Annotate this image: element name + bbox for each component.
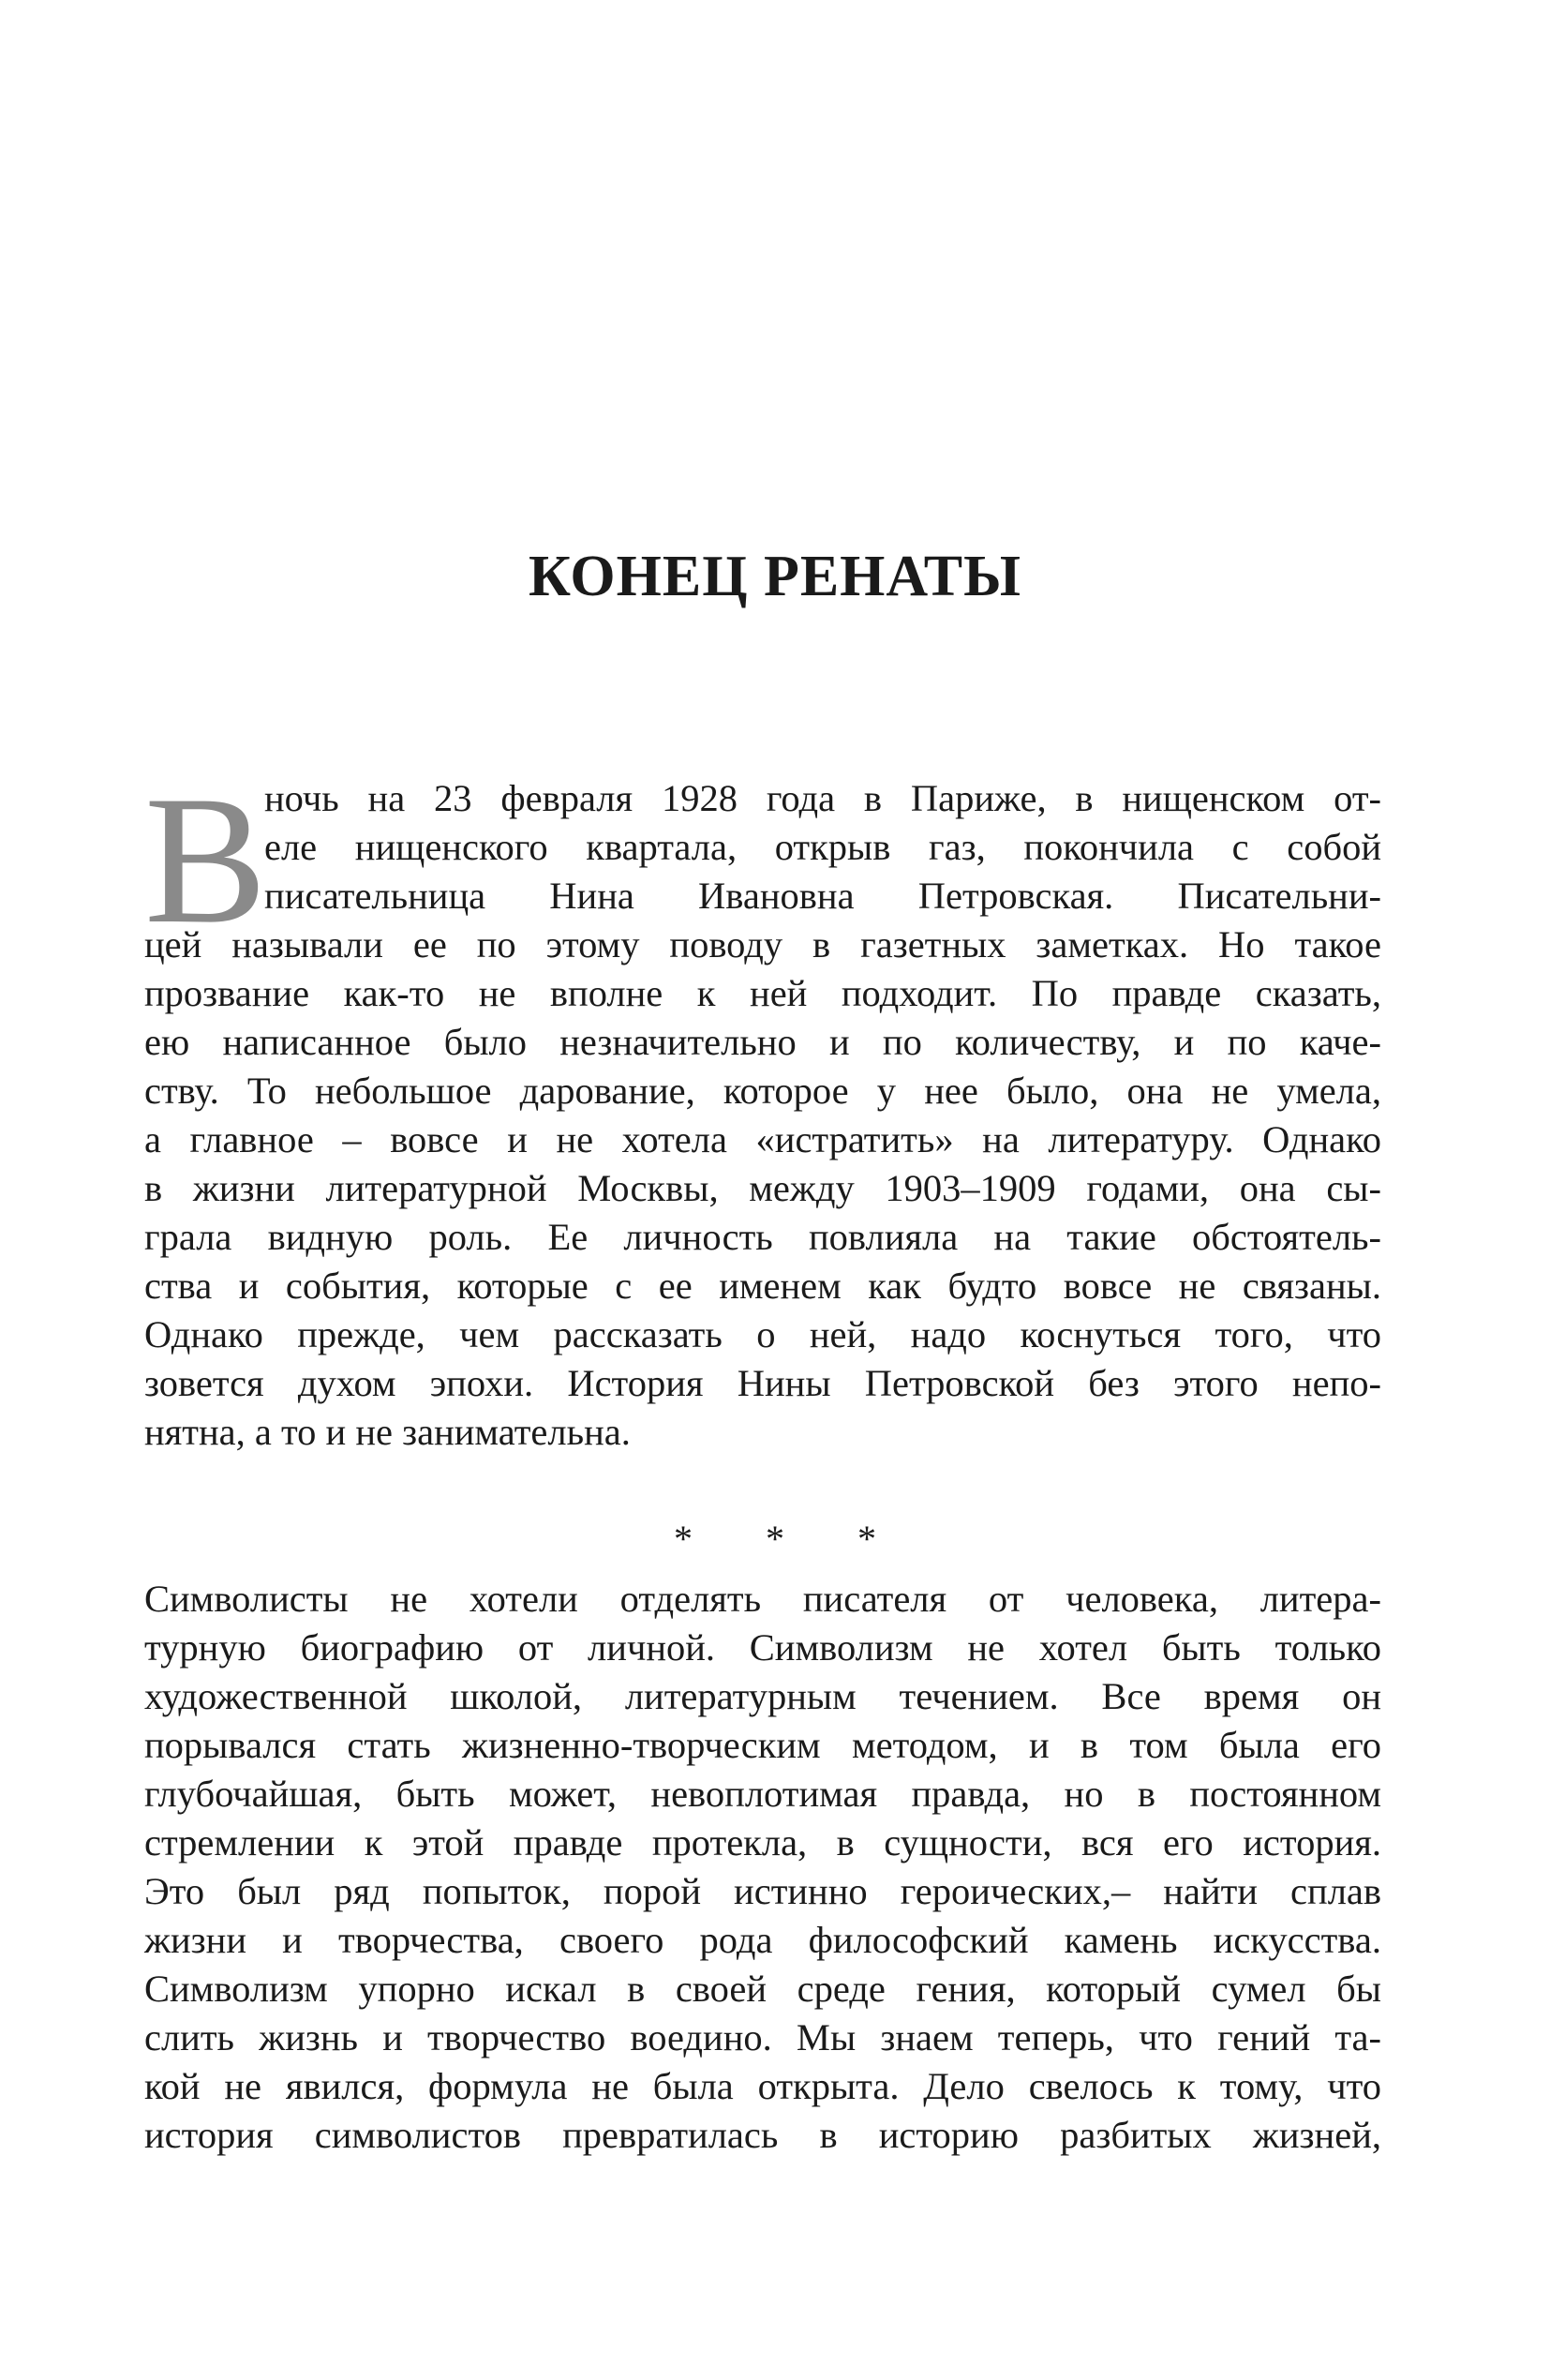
text-line: порывался стать жизненно-творческим методом, и в том была его bbox=[144, 1724, 1381, 1766]
text-line: нятна, а то и не занимательна. bbox=[144, 1411, 631, 1453]
text-line: ночь на 23 февраля 1928 года в Париже, в нищенском от- bbox=[264, 777, 1381, 819]
paragraph-symbolists bbox=[144, 1575, 1381, 2160]
text-line: ею написанное было незначительно и по количеству, и по каче- bbox=[144, 1021, 1381, 1063]
text-line: турную биографию от личной. Символизм не хотел быть только bbox=[144, 1626, 1381, 1669]
paragraph-opening bbox=[144, 758, 1381, 1457]
text-line: Это был ряд попыток, порой истинно героических,– найти сплав bbox=[144, 1870, 1381, 1912]
drop-cap: В bbox=[144, 758, 267, 962]
text-line: стремлении к этой правде протекла, в сущности, вся его история. bbox=[144, 1821, 1381, 1864]
text-line: грала видную роль. Ее личность повлияла на такие обстоятель- bbox=[144, 1216, 1381, 1258]
text-line: Символисты не хотели отделять писателя от человека, литера- bbox=[144, 1578, 1381, 1620]
text-line: зовется духом эпохи. История Нины Петровской без этого непо- bbox=[144, 1362, 1381, 1404]
text-line: художественной школой, литературным течением. Все время он bbox=[144, 1675, 1381, 1717]
text-line: Символизм упорно искал в своей среде гения, который сумел бы bbox=[144, 1968, 1381, 2010]
text-line: цей называли ее по этому поводу в газетных заметках. Но такое bbox=[144, 923, 1381, 965]
text-line: история символистов превратилась в историю разбитых жизней, bbox=[144, 2114, 1381, 2156]
text-line: ства и события, которые с ее именем как будто вовсе не связаны. bbox=[144, 1265, 1381, 1307]
text-line: ству. То небольшое дарование, которое у нее было, она не умела, bbox=[144, 1070, 1381, 1112]
chapter-title: КОНЕЦ РЕНАТЫ bbox=[529, 545, 1021, 608]
text-line: слить жизнь и творчество воедино. Мы знаем теперь, что гений та- bbox=[144, 2016, 1381, 2058]
text-line: еле нищенского квартала, открыв газ, покончила с собой bbox=[264, 826, 1381, 868]
text-line: кой не явился, формула не была открыта. Дело свелось к тому, что bbox=[144, 2065, 1381, 2107]
text-line: глубочайшая, быть может, невоплотимая правда, но в постоянном bbox=[144, 1773, 1381, 1815]
text-line: жизни и творчества, своего рода философский камень искусства. bbox=[144, 1919, 1381, 1961]
text-line: прозвание как-то не вполне к ней подходит. По правде сказать, bbox=[144, 972, 1381, 1014]
text-line: а главное – вовсе и не хотела «истратить» на литературу. Однако bbox=[144, 1118, 1381, 1160]
text-line: Однако прежде, чем рассказать о ней, надо коснуться того, что bbox=[144, 1313, 1381, 1355]
text-line: писательница Нина Ивановна Петровская. Писательни- bbox=[264, 875, 1381, 917]
section-separator: * * * bbox=[674, 1518, 908, 1560]
text-line: в жизни литературной Москвы, между 1903–1909 годами, она сы- bbox=[144, 1167, 1381, 1209]
